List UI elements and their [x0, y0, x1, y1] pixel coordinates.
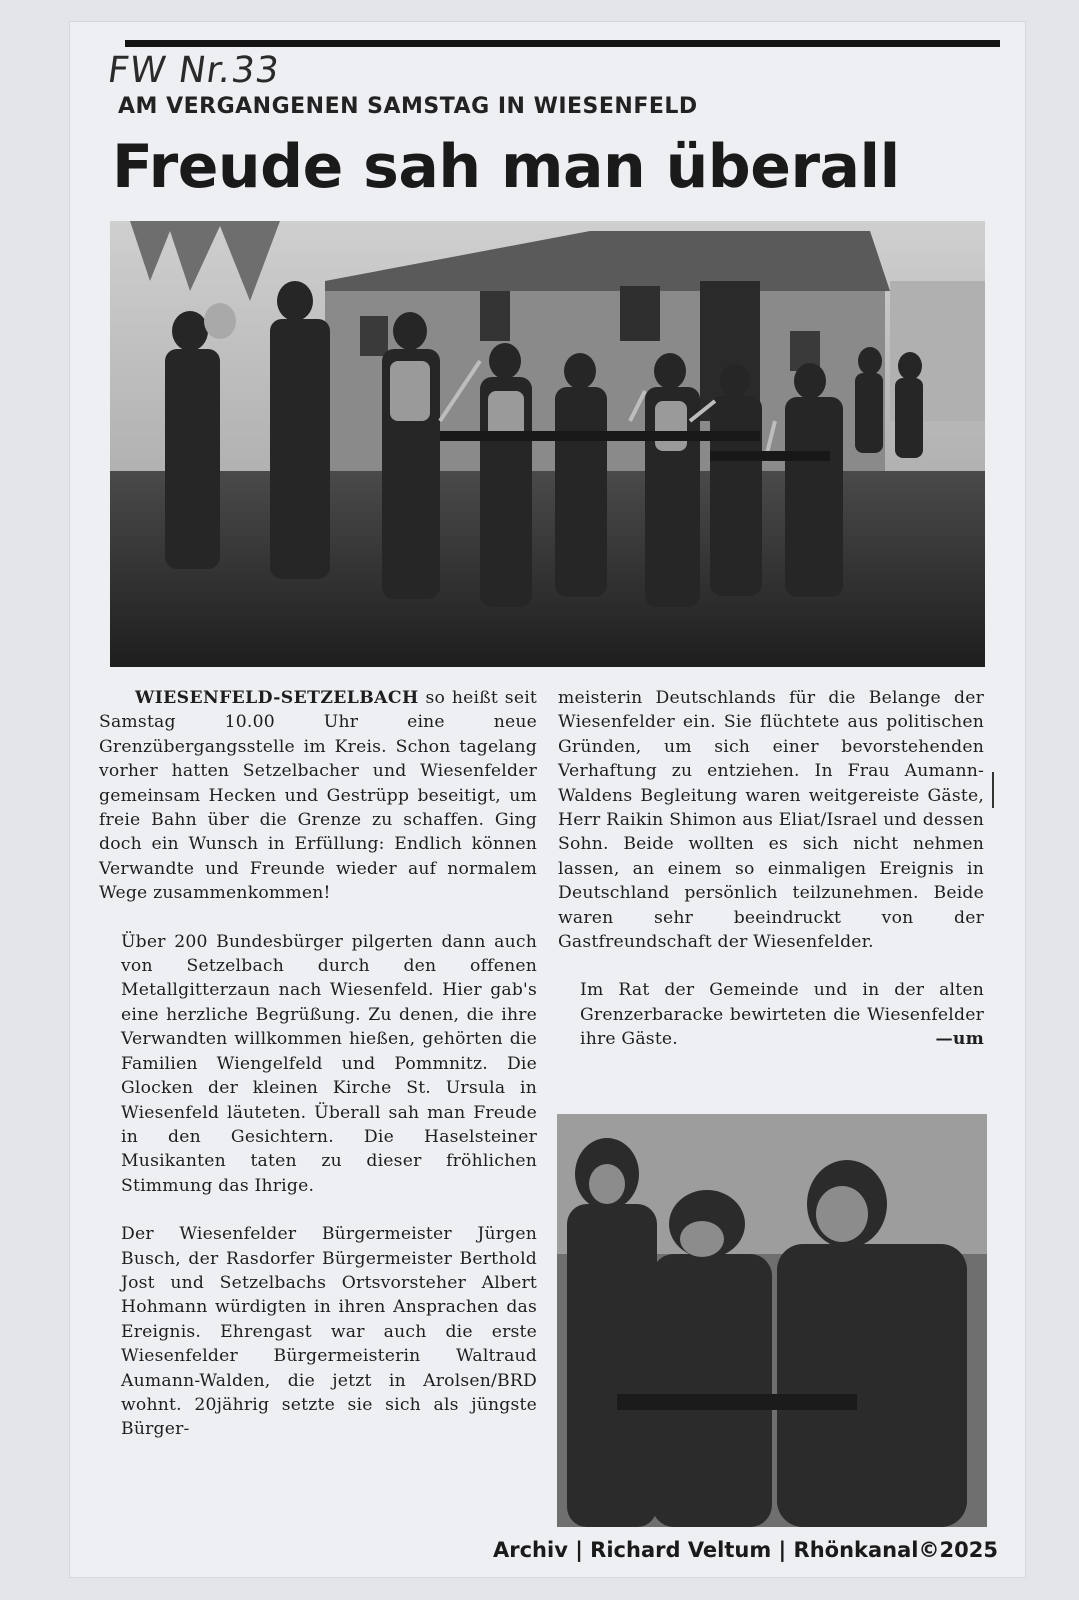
article-paragraph: Im Rat der Gemeinde und in der alten Grenzerbaracke bewirteten die Wiesenfelder ihre Gäste. —um: [558, 978, 984, 1051]
article-headline: Freude sah man überall: [112, 132, 900, 202]
article-column-left: [99, 686, 537, 1466]
archive-credit: Archiv | Richard Veltum | Rhönkanal©2025: [493, 1538, 998, 1562]
article-kicker: AM VERGANGENEN SAMSTAG IN WIESENFELD: [118, 94, 698, 119]
article-paragraph: meisterin Deutschlands für die Belange der Wiesenfelder ein. Sie flüchtete aus politischen Gründen, um sich einer bevorstehenden Verhaftung zu entziehen. In Frau Aumann-Waldens Begleitung waren weitgereiste Gäste, Herr Raikin Shimon aus Eliat/Israel und dessen Sohn. Beide wollten es sich nicht nehmen lassen, an einem so einmaligen Ereignis in Deutschland persönlich teilzunehmen. Beide waren sehr beeindruckt von der Gastfreundschaft der Wiesenfelder.: [558, 688, 984, 953]
article-dateline: WIESENFELD-SETZELBACH: [135, 688, 419, 708]
margin-mark: [992, 772, 994, 808]
article-paragraph: Über 200 Bundesbürger pilgerten dann auch von Setzelbach durch den offenen Metallgitterzaun nach Wiesenfeld. Hier gab's eine herzliche Begrüßung. Zu denen, die ihre Verwandten willkommen hießen, gehörten die Familien Wiengelfeld und Pommnitz. Die Glocken der kleinen Kirche St. Ursula in Wiesenfeld läuteten. Überall sah man Freude in den Gesichtern. Die Haselsteiner Musikanten taten zu dieser fröhlichen Stimmung das Ihrige.: [121, 931, 537, 1196]
photo-guests: [557, 1114, 987, 1527]
handwritten-note: FW Nr.33: [105, 50, 283, 91]
author-signature: —um: [935, 1029, 984, 1050]
top-rule: [125, 40, 1000, 47]
photo-brass-band: [110, 221, 985, 667]
article-paragraph: WIESENFELD-SETZELBACH so heißt seit Samstag 10.00 Uhr eine neue Grenzübergangsstelle im Kreis. Schon tagelang vorher hatten Setzelbacher und Wiesenfelder gemeinsam Hecken und Gestrüpp beseitigt, um freie Bahn über die Grenze zu schaffen. Ging doch ein Wunsch in Erfüllung: Endlich können Verwandte und Freunde wieder auf normalem Wege zusammenkommen!: [99, 688, 537, 904]
article-column-right: [558, 686, 984, 1076]
article-paragraph: Der Wiesenfelder Bürgermeister Jürgen Busch, der Rasdorfer Bürgermeister Berthold Jost und Setzelbachs Ortsvorsteher Albert Hohmann würdigten in ihren Ansprachen das Ereignis. Ehrengast war auch die erste Wiesenfelder Bürgermeisterin Waltraud Aumann-Walden, die jetzt in Arolsen/BRD wohnt. 20jährig setzte sie sich als jüngste Bürger-: [121, 1224, 537, 1440]
